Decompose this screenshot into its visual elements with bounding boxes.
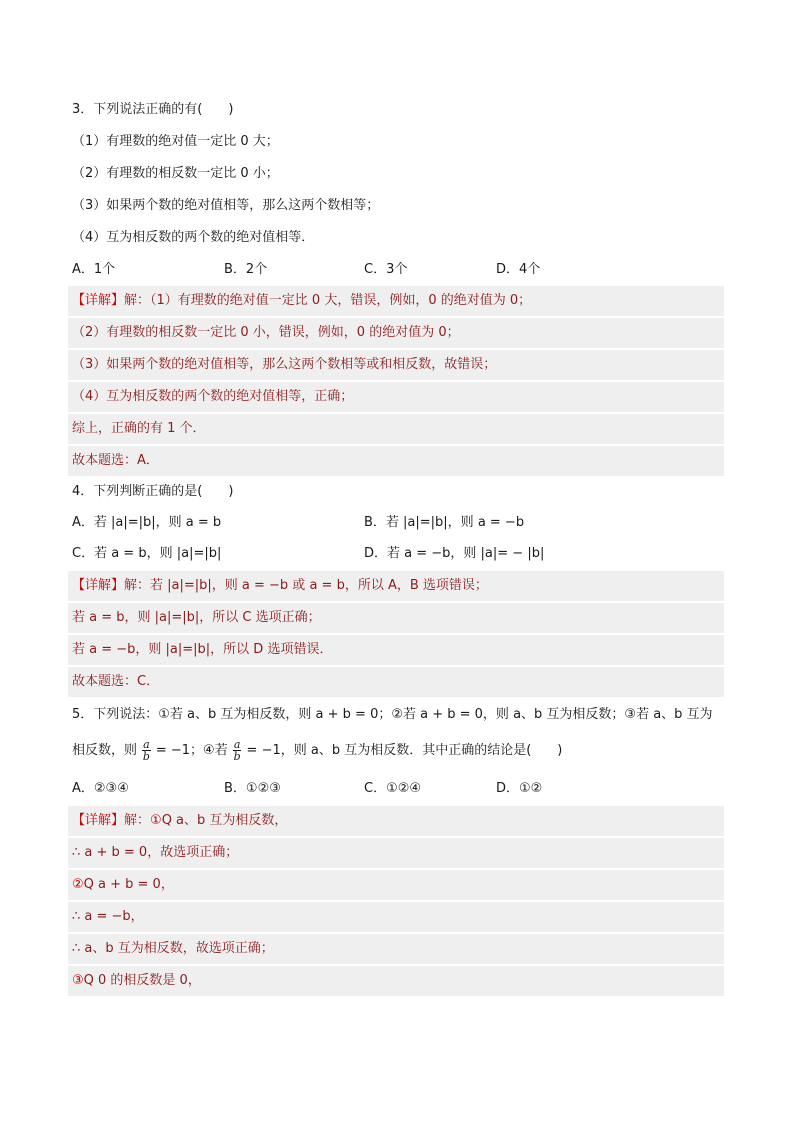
q5-option-a[interactable]: A．②③④ bbox=[72, 781, 129, 796]
q4-answer-line-2: 若 a = b，则 |a|=|b|，所以 C 选项正确； bbox=[68, 603, 724, 633]
q5-answer-text-1: Q a、b 互为相反数， bbox=[161, 813, 288, 828]
q5-answer-line-5: ∴ a、b 互为相反数，故选项正确； bbox=[68, 934, 724, 964]
q5-answer-text-6: Q 0 的相反数是 0， bbox=[83, 973, 201, 988]
q5-answer-marker-2: ② bbox=[72, 877, 84, 892]
q4-option-a[interactable]: A．若 |a|=|b|，则 a = b bbox=[72, 515, 222, 530]
q3-answer-line-5: 综上，正确的有 1 个． bbox=[68, 414, 724, 444]
q3-statement-1: （1）有理数的绝对值一定比 0 大； bbox=[72, 134, 279, 149]
q3-option-c[interactable]: C．3个 bbox=[364, 262, 408, 277]
q3-stem: 3．下列说法正确的有( ) bbox=[72, 102, 234, 117]
q5-fraction-2-numerator: a bbox=[233, 738, 241, 751]
q5-stem-part-a: 相反数，则 bbox=[72, 743, 138, 758]
q5-answer-line-1 bbox=[68, 806, 724, 836]
q4-answer-line-4: 故本题选：C． bbox=[68, 667, 724, 697]
q5-stem-line-2 bbox=[72, 736, 724, 766]
q3-statement-2: （2）有理数的相反数一定比 0 小； bbox=[72, 166, 279, 181]
q3-answer-line-1 bbox=[68, 286, 724, 316]
q3-statement-4: （4）互为相反数的两个数的绝对值相等． bbox=[72, 230, 315, 245]
q3-option-a[interactable]: A．1个 bbox=[72, 262, 116, 277]
q3-answer-tag: 【详解】 bbox=[72, 293, 125, 308]
q3-answer-text-1: 解：（1）有理数的绝对值一定比 0 大，错误，例如，0 的绝对值为 0； bbox=[124, 293, 532, 308]
q4-answer-tag: 【详解】 bbox=[72, 578, 125, 593]
q5-option-d[interactable]: D．①② bbox=[496, 781, 543, 796]
q5-answer-line-6 bbox=[68, 966, 724, 996]
q4-option-c[interactable]: C．若 a = b，则 |a|=|b| bbox=[72, 546, 222, 561]
q5-answer-line-4: ∴ a = −b， bbox=[68, 902, 724, 932]
q3-answer-line-4: （4）互为相反数的两个数的绝对值相等，正确； bbox=[68, 382, 724, 412]
q4-option-b[interactable]: B．若 |a|=|b|，则 a = −b bbox=[364, 515, 525, 530]
q5-fraction-1-numerator: a bbox=[143, 738, 150, 751]
q3-option-d[interactable]: D．4个 bbox=[496, 262, 541, 277]
q4-answer-line-1 bbox=[68, 571, 724, 601]
q5-fraction-2-denominator: b bbox=[233, 750, 241, 763]
q5-answer-marker-3: ③ bbox=[72, 973, 84, 988]
q5-answer-line-3 bbox=[68, 870, 724, 900]
q5-answer-line-2: ∴ a + b = 0，故选项正确； bbox=[68, 838, 724, 868]
q5-stem-part-c: = −1，则 a、b 互为相反数．其中正确的结论是( ) bbox=[246, 743, 563, 758]
q3-answer-line-2: （2）有理数的相反数一定比 0 小，错误，例如，0 的绝对值为 0； bbox=[68, 318, 724, 348]
q4-options-row-1 bbox=[72, 508, 724, 538]
q4-options-row-2 bbox=[72, 539, 724, 569]
q4-option-d[interactable]: D．若 a = −b，则 |a|= − |b| bbox=[364, 546, 545, 561]
q3-statement-3: （3）如果两个数的绝对值相等，那么这两个数相等； bbox=[72, 198, 380, 213]
q5-fraction-1-denominator: b bbox=[142, 750, 150, 763]
q5-option-c[interactable]: C．①②④ bbox=[364, 781, 422, 796]
q5-answer-text-3: Q a + b = 0， bbox=[83, 877, 174, 892]
q4-answer-line-3: 若 a = −b，则 |a|=|b|，所以 D 选项错误． bbox=[68, 635, 724, 665]
q3-answer-line-6: 故本题选：A． bbox=[68, 446, 724, 476]
q3-answer-line-3: （3）如果两个数的绝对值相等，那么这两个数相等或和相反数，故错误； bbox=[68, 350, 724, 380]
q3-option-b[interactable]: B．2个 bbox=[224, 262, 268, 277]
q5-fraction-2 bbox=[233, 739, 242, 762]
q5-answer-prefix: 解： bbox=[124, 813, 151, 828]
q3-options bbox=[72, 255, 724, 285]
q5-stem-part-b: = −1；④若 bbox=[155, 743, 228, 758]
q5-answer-tag: 【详解】 bbox=[72, 813, 125, 828]
q5-fraction-1 bbox=[142, 739, 151, 762]
q5-option-b[interactable]: B．①②③ bbox=[224, 781, 281, 796]
q5-answer-marker-1: ① bbox=[150, 813, 162, 828]
q4-stem: 4．下列判断正确的是( ) bbox=[72, 484, 234, 499]
q5-stem-line-1: 5．下列说法：①若 a、b 互为相反数，则 a + b = 0；②若 a + b = 0，则 a、b 互为相反数；③若 a、b 互为 bbox=[72, 707, 713, 722]
q4-answer-text-1: 解：若 |a|=|b|，则 a = −b 或 a = b，所以 A，B 选项错误； bbox=[124, 578, 488, 593]
q5-options bbox=[72, 774, 724, 804]
